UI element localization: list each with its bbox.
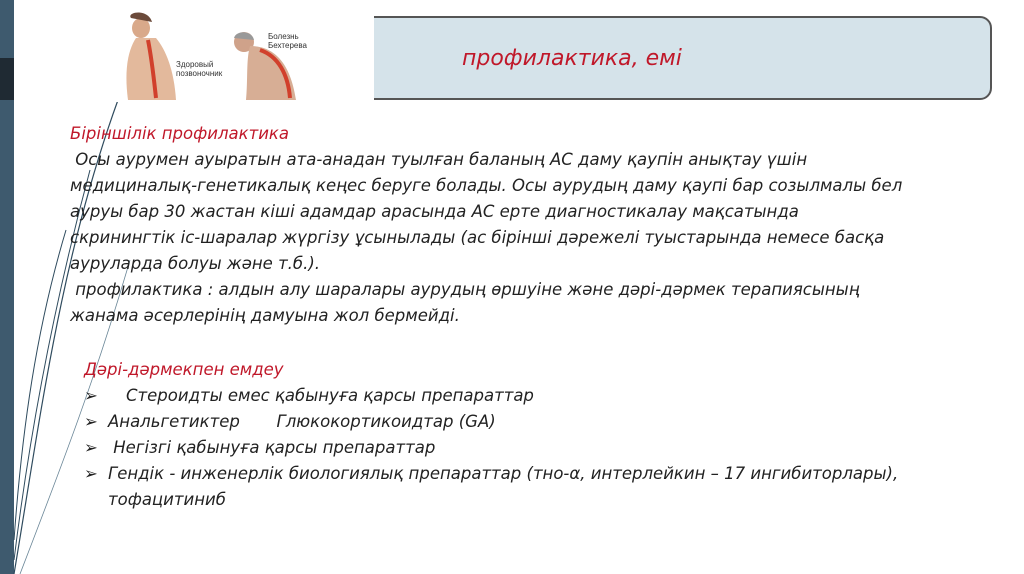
paragraph-line: ауруларда болуы және т.б.). [70, 254, 321, 273]
treatment-section [84, 357, 984, 513]
list-item: ➢ Стероидты емес қабынуға қарсы препараттар [84, 383, 984, 409]
list-item-continuation: тофацитиниб [108, 490, 226, 509]
list-item: ➢ Анальгетиктер Глюкокортикоидтар (GA) [84, 409, 984, 435]
paragraph-line: профилактика : алдын алу шаралары аурудың өршуіне және дәрі-дәрмек терапиясының [70, 280, 860, 299]
spine-illustration [16, 10, 374, 102]
list-item: ➢ Гендік - инженерлік биологиялық препараттар (тно-α, интерлейкин – 17 ингибиторлары), [84, 461, 984, 487]
arrow-bullet-icon: ➢ [84, 438, 98, 457]
slide-title: профилактика, емі [462, 46, 682, 71]
image-label-left: Здоровый позвоночник [176, 60, 223, 78]
paragraph-line: Осы аурумен ауыратын ата-анадан туылған баланың АС даму қаупін анықтау үшін [70, 150, 808, 169]
primary-prevention-section [70, 121, 970, 329]
paragraph-line: медициналық-генетикалық кеңес беруге болады. Осы аурудың даму қаупі бар созылмалы бел [70, 176, 903, 195]
treatment-heading: Дәрі-дәрмекпен емдеу [84, 360, 284, 379]
list-item: ➢ Негізгі қабынуға қарсы препараттар [84, 435, 984, 461]
primary-prevention-heading: Біріншілік профилактика [70, 124, 289, 143]
paragraph-line: скринингтік іс-шаралар жүргізу ұсынылады (ас бірінші дәрежелі туыстарында немесе басқа [70, 228, 885, 247]
paragraph-line: ауруы бар 30 жастан кіші адамдар арасында АС ерте диагностикалау мақсатында [70, 202, 799, 221]
image-label-right: Болезнь Бехтерева [268, 32, 307, 50]
arrow-bullet-icon: ➢ [84, 386, 98, 405]
arrow-bullet-icon: ➢ [84, 464, 98, 483]
arrow-bullet-icon: ➢ [84, 412, 98, 431]
paragraph-line: жанама әсерлерінің дамуына жол бермейді. [70, 306, 460, 325]
